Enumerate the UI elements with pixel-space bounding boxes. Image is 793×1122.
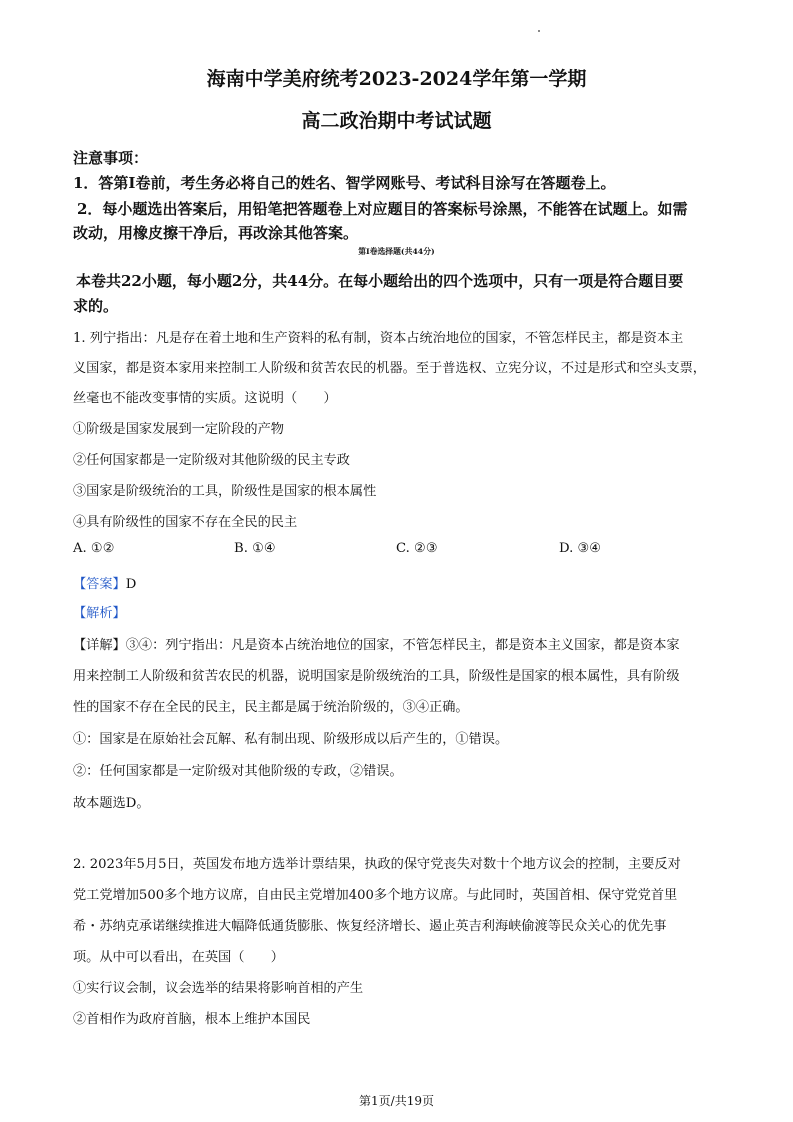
q1-detail-line-6: 故本题选D。 [73, 796, 150, 811]
page-number: 第1页/共19页 [359, 1094, 434, 1108]
q1-stem-line-3: 丝毫也不能改变事情的实质。这说明（ ） [73, 391, 337, 406]
exam-title: 海南中学美府统考2023-2024学年第一学期 [206, 68, 587, 90]
q1-option-b: B. ①④ [234, 541, 276, 556]
notice-item-2-line-2: 改动，用橡皮擦干净后，再改涂其他答案。 [73, 224, 359, 242]
q1-option-a: A. ①② [73, 541, 115, 556]
q1-option-d: D. ③④ [559, 541, 602, 556]
q1-statement-2: ②任何国家都是一定阶级对其他阶级的民主专政 [73, 453, 350, 468]
q1-answer-line [73, 573, 136, 592]
q1-option-c: C. ②③ [396, 541, 438, 556]
section-title: 第Ⅰ卷选择题(共44分) [358, 247, 435, 256]
q1-detail-line-3: 性的国家不存在全民的民主，民主都是属于统治阶级的，③④正确。 [73, 700, 469, 715]
q2-stem-line-1: 2. 2023年5月5日，英国发布地方选举计票结果，执政的保守党丧失对数十个地方议会的控制，主要反对 [73, 857, 681, 872]
analysis-label: 【解析】 [73, 606, 126, 621]
q1-stem-line-1: 1. 列宁指出：凡是存在着土地和生产资料的私有制，资本占统治地位的国家，不管怎样民主，都是资本主 [73, 331, 684, 346]
q1-statement-1: ①阶级是国家发展到一定阶段的产物 [73, 422, 284, 437]
notice-item-1: 1．答第Ⅰ卷前，考生务必将自己的姓名、智学网账号、考试科目涂写在答题卷上。 [73, 174, 616, 192]
q2-stem-line-2: 党工党增加500多个地方议席，自由民主党增加400多个地方议席。与此同时，英国首相、保守党党首里 [73, 888, 678, 903]
q1-detail-line-1 [73, 634, 680, 653]
section-desc-line-1: 本卷共22小题，每小题2分，共44分。在每小题给出的四个选项中，只有一项是符合题目要 [76, 272, 684, 290]
answer-value: D [125, 577, 137, 592]
detail-text-1: ③④：列宁指出：凡是资本占统治地位的国家，不管怎样民主，都是资本主义国家，都是资本家 [125, 638, 680, 653]
q1-statement-4: ④具有阶级性的国家不存在全民的民主 [73, 515, 298, 530]
q1-detail-line-2: 用来控制工人阶级和贫苦农民的机器，说明国家是阶级统治的工具，阶级性是国家的根本属性，具有阶级 [73, 669, 680, 684]
notice-item-2-line-1: 2．每小题选出答案后，用铅笔把答题卷上对应题目的答案标号涂黑，不能答在试题上。如需 [77, 200, 688, 218]
answer-label: 【答案】 [73, 577, 126, 592]
q1-statement-3: ③国家是阶级统治的工具，阶级性是国家的根本属性 [73, 484, 377, 499]
section-desc-line-2: 求的。 [73, 297, 119, 315]
q1-stem-line-2: 义国家，都是资本家用来控制工人阶级和贫苦农民的机器。至于普选权、立宪分议，不过是形式和空头支票， [73, 361, 706, 376]
q1-detail-line-4: ①：国家是在原始社会瓦解、私有制出现、阶级形成以后产生的，①错误。 [73, 732, 509, 747]
q2-statement-2: ②首相作为政府首脑，根本上维护本国民 [73, 1012, 311, 1027]
exam-subtitle: 高二政治期中考试试题 [301, 110, 492, 132]
detail-label: 【详解】 [73, 638, 126, 653]
scan-speck [538, 30, 540, 32]
q1-detail-line-5: ②：任何国家都是一定阶级对其他阶级的专政，②错误。 [73, 764, 403, 779]
notice-heading: 注意事项： [73, 149, 149, 167]
q2-statement-1: ①实行议会制，议会选举的结果将影响首相的产生 [73, 981, 364, 996]
q2-stem-line-3: 希・苏纳克承诺继续推进大幅降低通货膨胀、恢复经济增长、遏止英吉利海峡偷渡等民众关心的优先事 [73, 919, 667, 934]
q2-stem-line-4: 项。从中可以看出，在英国（ ） [73, 950, 284, 965]
